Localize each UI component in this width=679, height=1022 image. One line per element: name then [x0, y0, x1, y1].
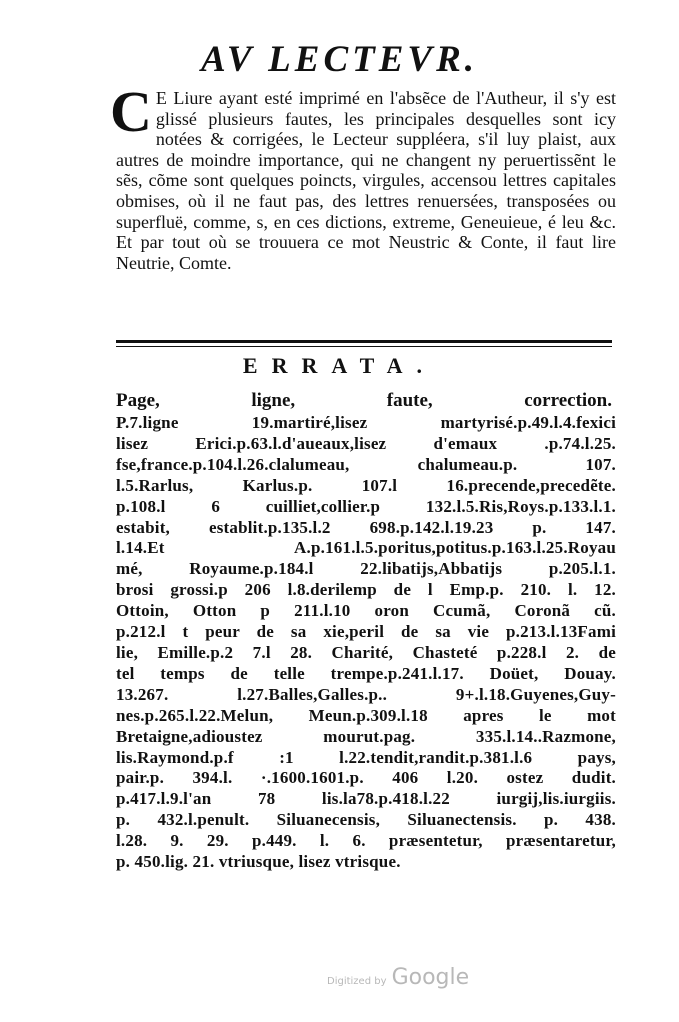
- digitized-watermark: [327, 965, 469, 990]
- errata-line: estabit, establit.p.135.l.2 698.p.142.l.19.23 p. 147.: [116, 517, 616, 537]
- errata-line: lisez Erici.p.63.l.d'aueaux,lisez d'emaux .p.74.l.25.: [116, 433, 616, 453]
- errata-line: p.212.l t peur de sa xie,peril de sa vie p.213.l.13Fami: [116, 622, 616, 642]
- errata-line: brosi grossi.p 206 l.8.derilemp de l Emp.p. 210. l. 12.: [116, 580, 616, 600]
- page-title: AV LECTEVR.: [200, 39, 479, 80]
- errata-line: Bretaigne,adioustez mourut.pag. 335.l.14..Razmone,: [116, 726, 616, 746]
- column-faute: faute,: [386, 390, 433, 411]
- errata-line: l.28. 9. 29. p.449. l. 6. præsentetur, præsentaretur,: [116, 831, 616, 851]
- column-correction: correction.: [524, 390, 612, 411]
- errata-line: tel temps de telle trempe.p.241.l.17. Doüet, Douay.: [116, 663, 616, 683]
- errata-line: l.14.Et A.p.161.l.5.poritus,potitus.p.163.l.25.Royau: [116, 538, 616, 558]
- errata-line: lis.Raymond.p.f :1 l.22.tendit,randit.p.381.l.6 pays,: [116, 747, 616, 767]
- errata-line: mé, Royaume.p.184.l 22.libatijs,Abbatijs p.205.l.1.: [116, 559, 616, 579]
- errata-line: 13.267. l.27.Balles,Galles.p.. 9+.l.18.Guyenes,Guy-: [116, 684, 616, 704]
- divider-rule-thin: [116, 346, 612, 347]
- drop-cap: C: [110, 79, 152, 144]
- errata-line: P.7.ligne 19.martiré,lisez martyrisé.p.49.l.4.fexici: [116, 413, 616, 432]
- notice-text: E Liure ayant esté imprimé en l'absẽce de l'Autheur, il s'y est glissé plusieurs fautes, les principales desquelles sont icy notées & corrigées, le Lecteur suppléera, s'il luy plaist, aux autres de moindre importance, qui ne changent ny peruertissẽnt le sẽs, cõme sont quelques poincts, virgules, accensou lettres capitales obmises, où il ne faut pas, des lettres renuersées, transposées ou superfluë, comme, s, en ces dictions, extreme, Geneuieue, é leu &c. Et par tout où se trouuera ce mot Neustric & Conte, il faut lire Neutrie, Comte.: [116, 88, 616, 273]
- column-page: Page,: [116, 390, 160, 411]
- errata-line: fse,france.p.104.l.26.clalumeau, chalumeau.p. 107.: [116, 454, 616, 474]
- errata-line: l.5.Rarlus, Karlus.p. 107.l 16.precende,precedẽte.: [116, 475, 616, 495]
- errata-title: ERRATA.: [242, 353, 437, 378]
- errata-line: Ottoin, Otton p 211.l.10 oron Ccumã, Coronã cũ.: [116, 601, 616, 621]
- errata-list: [116, 413, 616, 873]
- notice-paragraph: [110, 79, 616, 273]
- column-ligne: ligne,: [251, 390, 296, 411]
- errata-line: lie, Emille.p.2 7.l 28. Charité, Chasteté p.228.l 2. de: [116, 642, 616, 662]
- divider-rule: [116, 340, 612, 343]
- errata-line: p. 432.l.penult. Siluanecensis, Siluanectensis. p. 438.: [116, 810, 616, 830]
- errata-column-headers: [116, 390, 612, 412]
- errata-line: pair.p. 394.l. ·.1600.1601.p. 406 l.20. ostez dudit.: [116, 768, 616, 788]
- errata-line: p. 450.lig. 21. vtriusque, lisez vtrisque.: [116, 852, 401, 872]
- errata-line: p.108.l 6 cuilliet,collier.p 132.l.5.Ris,Roys.p.133.l.1.: [116, 496, 616, 516]
- watermark-brand: Google: [391, 965, 470, 990]
- errata-line: nes.p.265.l.22.Melun, Meun.p.309.l.18 apres le mot: [116, 705, 616, 725]
- errata-line: p.417.l.9.l'an 78 lis.la78.p.418.l.22 iurgij,lis.iurgiis.: [116, 789, 616, 809]
- watermark-prefix: Digitized by: [327, 976, 387, 987]
